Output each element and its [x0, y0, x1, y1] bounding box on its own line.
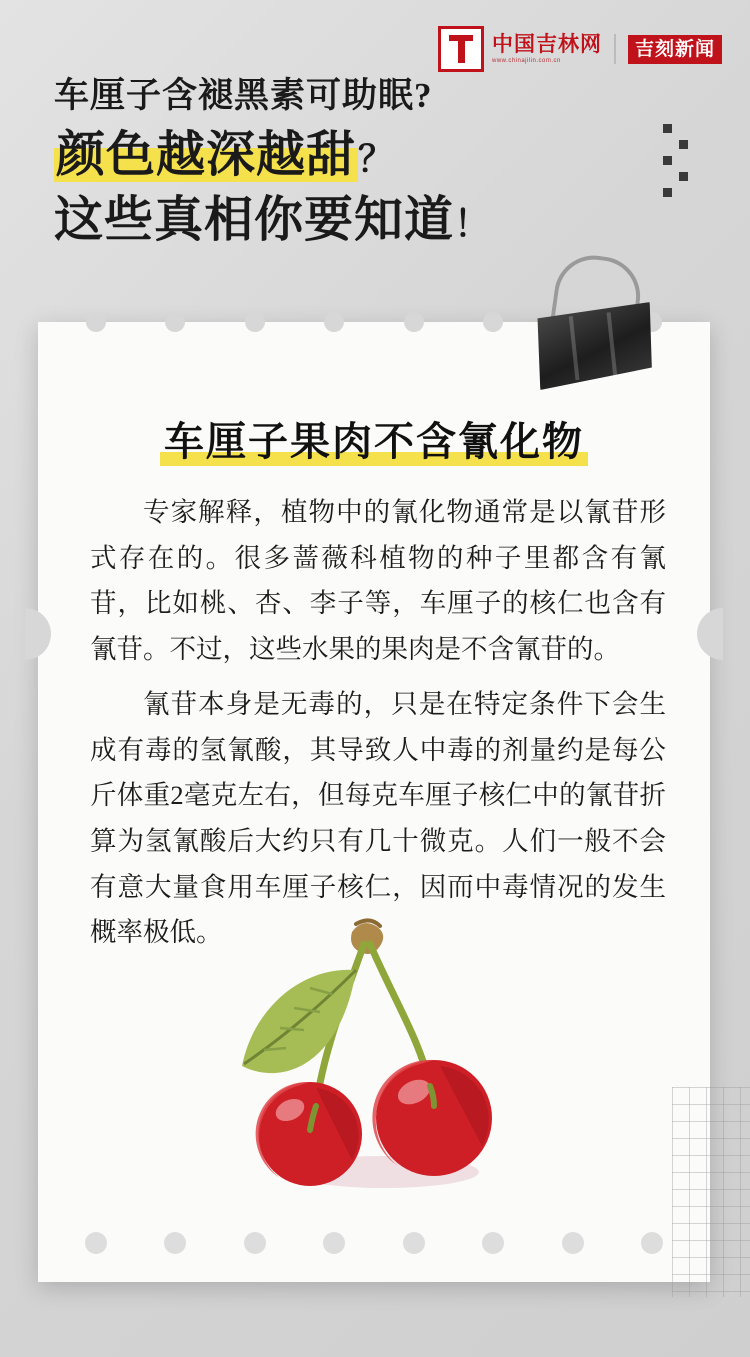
publisher-name-block: [492, 34, 602, 64]
headline-block: [54, 78, 674, 246]
section-title: [38, 410, 710, 467]
section-title-text: 车厘子果肉不含氰化物: [160, 419, 588, 466]
news-brand-badge: 吉刻新闻: [628, 35, 722, 64]
headline-highlight-text: 颜色越深越甜: [56, 126, 357, 182]
article-paragraph: 氰苷本身是无毒的，只是在特定条件下会生成有毒的氢氰酸，其导致人中毒的剂量约是每公斤体重2毫克左右，但每克车厘子核仁中的氰苷折算为氢氰酸后大约只有几十微克。人们一般不会有意大量食用车厘子核仁，因而中毒情况的发生概率极低。: [90, 689, 666, 948]
dot-pattern-decoration: [663, 124, 688, 197]
article-card: [38, 322, 710, 1282]
headline-question-mark: ？: [358, 138, 396, 179]
headline-line-2: [54, 126, 674, 182]
publisher-name-cn: 中国吉林网: [491, 32, 602, 56]
grid-pattern-decoration: [672, 1087, 750, 1297]
article-body: [90, 490, 666, 966]
publisher-logo-bar: [438, 26, 722, 72]
article-paragraph: 专家解释，植物中的氰化物通常是以氰苷形式存在的。很多蔷薇科植物的种子里都含有氰苷，比如桃、杏、李子等，车厘子的核仁也含有氰苷。不过，这些水果的果肉是不含氰苷的。: [90, 497, 666, 664]
headline-exclamation-mark: ！: [454, 204, 492, 245]
card-bottom-perforation: [38, 1232, 710, 1254]
logo-divider: [614, 34, 616, 64]
headline-line-3: [54, 192, 674, 248]
cherry-illustration: [224, 910, 524, 1200]
headline-line-3-text: 这些真相你要知道: [54, 192, 455, 248]
binder-clip-icon: [536, 256, 656, 386]
china-jilin-net-logo-icon: [438, 26, 484, 72]
publisher-url: www.chinajilin.com.cn: [491, 58, 561, 64]
headline-line-1: 车厘子含褪黑素可助眠?: [54, 76, 433, 115]
